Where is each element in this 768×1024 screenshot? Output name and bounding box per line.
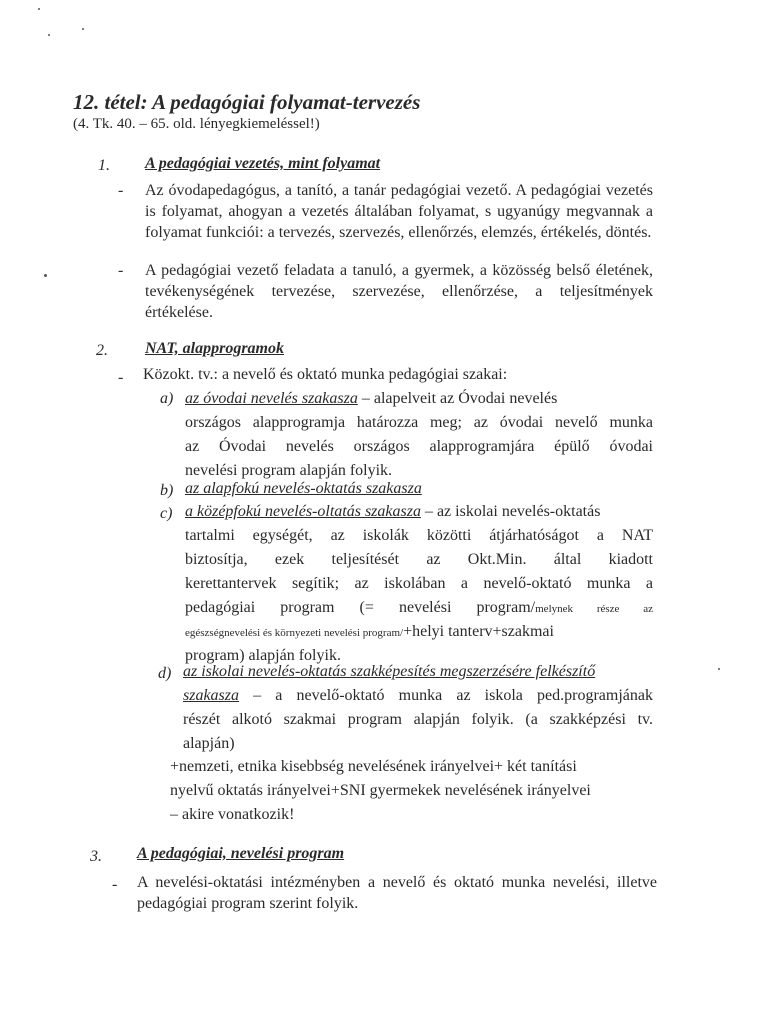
document-subtitle: (4. Tk. 40. – 65. old. lényegkiemeléssel!) [73, 116, 320, 132]
section-2-extra [170, 755, 655, 827]
item-c-label: c) [160, 505, 173, 522]
bullet-dash: - [118, 262, 124, 279]
item-d-block [183, 660, 653, 756]
scan-speck [44, 274, 47, 277]
section-1-bullet-1: Az óvodapedagógus, a tanító, a tanár pedagógiai vezető. A pedagógiai vezetés is folyamat, ahogyan a vezetés általában folyamat, s ugyanúgy megvannak a folyamat funkciói: a tervezés, szervezés, ellenőrzés, elemzés, értékelés, döntés. [145, 182, 653, 241]
item-c-block [185, 500, 653, 668]
section-2-number: 2. [96, 342, 108, 359]
item-a-heading: az óvodai nevelés szakasza [185, 390, 358, 407]
section-1-number: 1. [98, 157, 110, 174]
bullet-dash: - [112, 876, 118, 893]
item-a-label: a) [160, 390, 174, 407]
item-c-small-text: egészségnevelési és környezeti nevelési program/ [185, 627, 404, 639]
section-3-number: 3. [90, 848, 102, 865]
item-d-heading: az iskolai nevelés-oktatás szakképesítés megszerzésére felkészítő [183, 663, 596, 680]
item-c-heading: a középfokú nevelés-oltatás szakasza [185, 503, 421, 520]
document-title: 12. tétel: A pedagógiai folyamat-tervezés [73, 90, 421, 114]
scan-speck [48, 34, 50, 36]
item-d-heading: szakasza [183, 687, 240, 704]
section-2-extra-line: +nemzeti, etnika kisebbség nevelésének irányelvei+ két tanítási [170, 758, 577, 775]
section-3-title: A pedagógiai, nevelési program [137, 845, 345, 862]
section-2-intro: Közokt. tv.: a nevelő és oktató munka pedagógiai szakai: [143, 366, 508, 383]
item-d-text: részét alkotó szakmai program alapján folyik. (a szakképzési tv. [183, 711, 653, 728]
item-a-text: országos alapprogramja határozza meg; az óvodai nevelő munka [185, 414, 653, 431]
item-d-text: alapján) [183, 735, 235, 752]
scan-speck [38, 8, 40, 10]
item-a-text: az Óvodai nevelés országos alapprogramjára épülő óvodai [185, 438, 653, 455]
scan-speck [718, 668, 720, 670]
item-c-small-text: melynek része az [535, 603, 654, 615]
section-3-bullet-1: A nevelési-oktatási intézményben a nevelő és oktató munka nevelési, illetve pedagógiai program szerint folyik. [137, 874, 657, 912]
item-c-text: tartalmi egységét, az iskolák közötti átjárhatóságot a NAT [185, 527, 653, 544]
bullet-dash: - [118, 369, 124, 386]
item-c-text: kerettantervek segítik; az iskolában a nevelő-oktató munka a [185, 575, 653, 592]
item-a-block [185, 387, 653, 483]
item-c-text: +helyi tanterv+szakmai [403, 623, 554, 640]
section-2-extra-line: – akire vonatkozik! [170, 806, 295, 823]
section-1-bullet-2: A pedagógiai vezető feladata a tanuló, a gyermek, a közösség belső életének, tevékenységének tervezése, szervezése, ellenőrzése, a teljesítmények értékelése. [145, 262, 653, 321]
section-2-title: NAT, alapprogramok [145, 340, 284, 357]
section-1-title: A pedagógiai vezetés, mint folyamat [145, 155, 381, 172]
bullet-dash: - [118, 182, 124, 199]
item-c-text: – az iskolai nevelés-oktatás [420, 503, 601, 520]
section-2-extra-line: nyelvű oktatás irányelvei+SNI gyermekek nevelésének irányelvei [170, 782, 591, 799]
item-d-label: d) [158, 665, 172, 682]
item-c-text: program) alapján folyik. [185, 647, 341, 664]
item-b-heading: az alapfokú nevelés-oktatás szakasza [185, 480, 422, 497]
item-a-text: – alapelveit az Óvodai nevelés [357, 390, 558, 407]
scan-speck [82, 28, 84, 30]
item-c-text: pedagógiai program (= nevelési program/ [185, 599, 536, 616]
item-b-label: b) [160, 482, 174, 499]
item-d-text: – a nevelő-oktató munka az iskola ped.programjának [239, 687, 653, 704]
item-c-text: biztosítja, ezek teljesítését az Okt.Min. által kiadott [185, 551, 653, 568]
item-a-text: nevelési program alapján folyik. [185, 462, 393, 479]
